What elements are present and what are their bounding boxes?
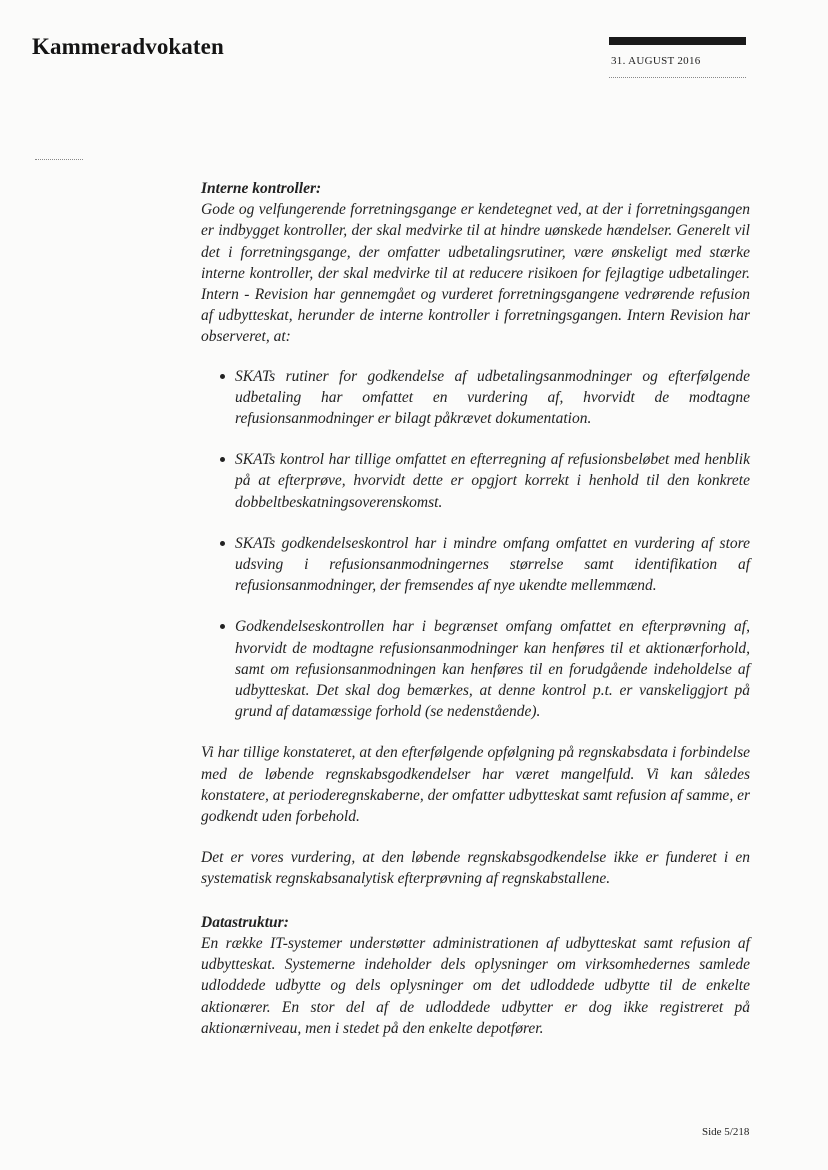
paragraph-followup: Vi har tillige konstateret, at den efterfølgende opfølgning på regnskabsdata i forbindelse med de løbende regnskabsgodkendelser har været mangelfuld. Vi kan således konstatere, at perioderegnskaberne, der omfatter udbytteskat samt refusion af samme, er godkendt uden forbehold. [201,744,750,826]
list-item [201,533,750,597]
list-item-text: SKATs godkendelseskontrol har i mindre omfang omfattet en vurdering af store udsving i refusionsanmodningernes størrelse samt identifikation af refusionsanmodninger, der fremsendes af nye ukendte mellemmænd. [235,534,750,595]
paragraph-assessment: Det er vores vurdering, at den løbende regnskabsgodkendelse ikke er funderet i en systematisk regnskabsanalytisk efterprøvning af regnskabstallene. [201,849,750,888]
bullet-icon [220,457,225,462]
observation-list [201,366,750,723]
page-number: Side 5/218 [702,1126,750,1138]
header-date: 31. AUGUST 2016 [611,55,701,67]
intro-paragraph: Gode og velfungerende forretningsgange er kendetegnet ved, at der i forretningsgangen er indbygget kontroller, der skal medvirke til at hindre uønskede hændelser. Generelt vil det i forretningsgange, der omfatter udbetalingsrutiner, være ønskeligt med stærke interne kontroller, der skal medvirke til at reducere risikoen for fejlagtige udbetalinger. Intern - Revision har gennemgået og vurderet forretningsgangene vedrørende refusion af udbytteskat, herunder de interne kontroller i forretningsgangen. Intern Revision har observeret, at: [201,201,750,346]
bullet-icon [220,374,225,379]
document-body [201,178,750,1039]
bullet-icon [220,541,225,546]
heading-internal-controls: Interne kontroller: [201,180,322,197]
list-item-text: Godkendelseskontrollen har i begrænset omfang omfattet en efterprøvning af, hvorvidt de modtagne refusionsanmodninger kan henføres til et aktionærforhold, samt om refusionsanmodningen kan henføres til en forudgående indeholdelse af udbytteskat. Det skal dog bemærkes, at denne kontrol p.t. er vanskeliggjort på grund af datamæssige forhold (se nedenstående). [235,618,750,721]
list-item [201,366,750,430]
heading-data-structure: Datastruktur: [201,913,289,931]
margin-divider [35,159,83,160]
list-item [201,449,750,513]
list-item-text: SKATs rutiner for godkendelse af udbetalingsanmodninger og efterfølgende udbetaling har omfattet en vurdering af, hvorvidt de modtagne refusionsanmodninger er bilagt påkrævet dokumentation. [235,367,750,428]
bullet-icon [220,624,225,629]
header-bar [609,37,746,45]
date-divider [609,77,746,78]
list-item-text: SKATs kontrol har tillige omfattet en efterregning af refusionsbeløbet med henblik på at efterprøve, hvorvidt dette er opgjort korrekt i henhold til den konkrete dobbeltbeskatningsoverenskomst. [235,451,750,511]
paragraph-data-structure: En række IT-systemer understøtter administrationen af udbytteskat samt refusion af udbytteskat. Systemerne indeholder dels oplysninger om virksomhedernes samlede udloddede udbytte og dels oplysninger om det udloddede udbytte til de enkelte aktionærer. En stor del af de udloddede udbytter er dog ikke registreret på aktionærniveau, men i stedet på den enkelte depotfører. [201,934,750,1037]
list-item [201,616,750,722]
brand-title: Kammeradvokaten [32,34,224,59]
